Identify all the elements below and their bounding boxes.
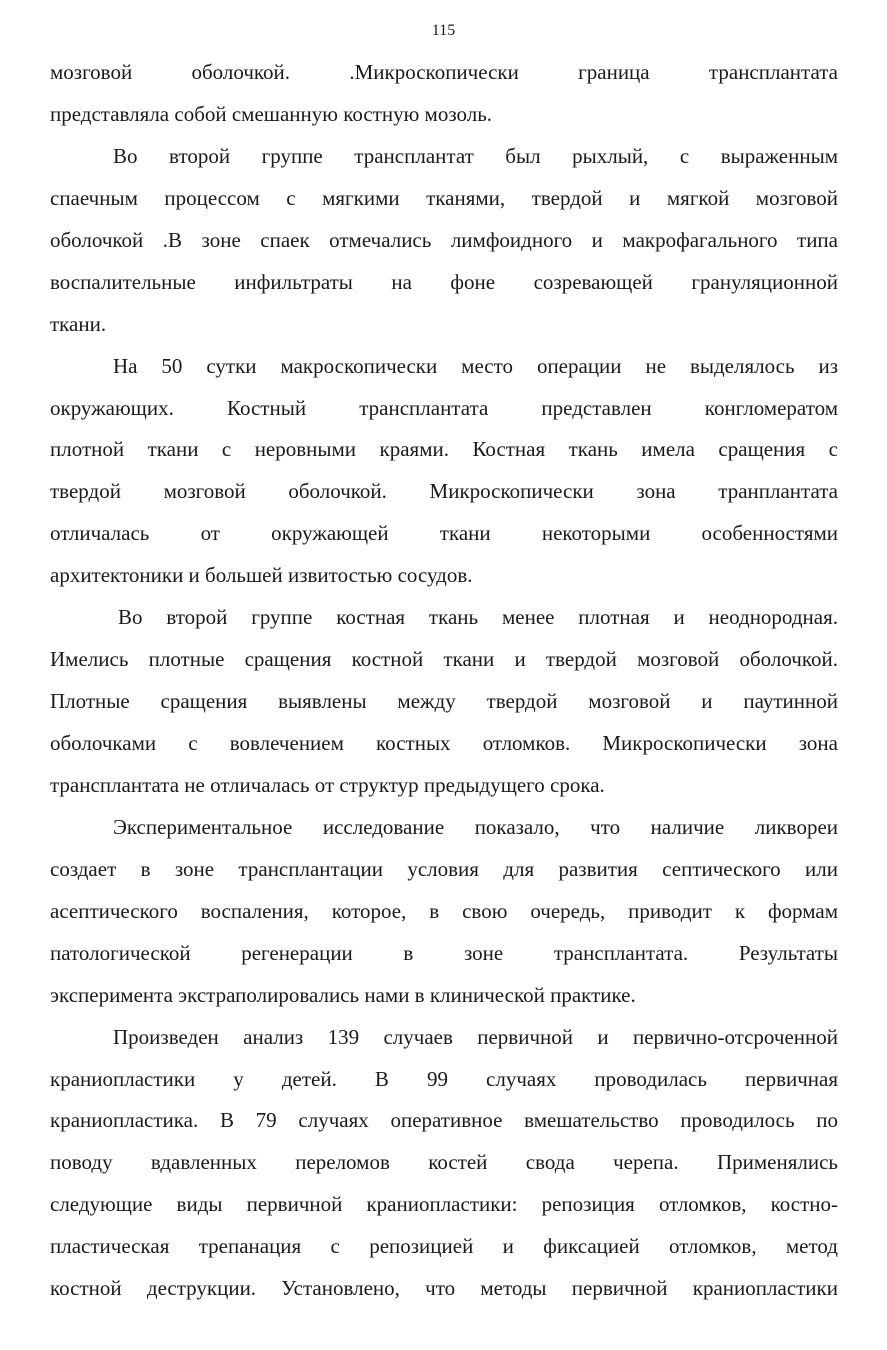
- text-line: асептического воспаления, которое, в свою очередь, приводит к формам: [50, 898, 838, 923]
- text-line: Имелись плотные сращения костной ткани и твердой мозговой оболочкой.: [50, 647, 838, 672]
- text-line: спаечным процессом с мягкими тканями, твердой и мягкой мозговой: [50, 185, 838, 210]
- text-line: костной деструкции. Установлено, что методы первичной краниопластики: [50, 1276, 838, 1301]
- text-line: оболочкой .В зоне спаек отмечались лимфоидного и макрофагального типа: [50, 227, 838, 252]
- text-line: Экспериментальное исследование показало, что наличие ликвореи: [113, 814, 838, 839]
- text-line: следующие виды первичной краниопластики: репозиция отломков, костно-: [50, 1192, 838, 1217]
- text-line: Произведен анализ 139 случаев первичной и первично-отсроченной: [113, 1024, 838, 1049]
- text-line: пластическая трепанация с репозицией и фиксацией отломков, метод: [50, 1234, 838, 1259]
- text-line: На 50 сутки макроскопически место операции не выделялось из: [113, 353, 838, 378]
- text-line: твердой мозговой оболочкой. Микроскопически зона транплантата: [50, 479, 838, 504]
- text-line: архитектоники и большей извитостью сосудов.: [50, 563, 473, 588]
- text-line: патологической регенерации в зоне трансплантата. Результаты: [50, 940, 838, 965]
- text-line: окружающих. Костный трансплантата представлен конгломератом: [50, 395, 838, 420]
- body-text: [50, 52, 838, 1310]
- page-number: 115: [431, 22, 456, 39]
- text-line: представляла собой смешанную костную мозоль.: [50, 101, 493, 126]
- text-line: поводу вдавленных переломов костей свода черепа. Применялись: [50, 1150, 838, 1175]
- text-line: Во второй группе трансплантат был рыхлый, с выраженным: [113, 143, 838, 168]
- text-line: плотной ткани с неровными краями. Костная ткань имела сращения с: [50, 437, 838, 462]
- text-line: краниопластика. В 79 случаях оперативное вмешательство проводилось по: [50, 1108, 838, 1133]
- text-line: трансплантата не отличалась от структур предыдущего срока.: [50, 772, 605, 797]
- text-line: краниопластики у детей. В 99 случаях проводилась первичная: [50, 1066, 838, 1091]
- text-line: мозговой оболочкой. .Микроскопически граница трансплантата: [50, 60, 838, 84]
- text-line: воспалительные инфильтраты на фоне созревающей грануляционной: [50, 269, 838, 294]
- text-line: оболочками с вовлечением костных отломков. Микроскопически зона: [50, 731, 838, 755]
- text-line: Во второй группе костная ткань менее плотная и неоднородная.: [118, 605, 838, 630]
- text-line: ткани.: [50, 311, 107, 336]
- text-line: эксперимента экстраполировались нами в клинической практике.: [50, 982, 636, 1007]
- text-line: создает в зоне трансплантации условия для развития септического или: [50, 856, 838, 881]
- text-line: отличалась от окружающей ткани некоторыми особенностями: [50, 521, 838, 546]
- text-line: Плотные сращения выявлены между твердой мозговой и паутинной: [50, 689, 838, 714]
